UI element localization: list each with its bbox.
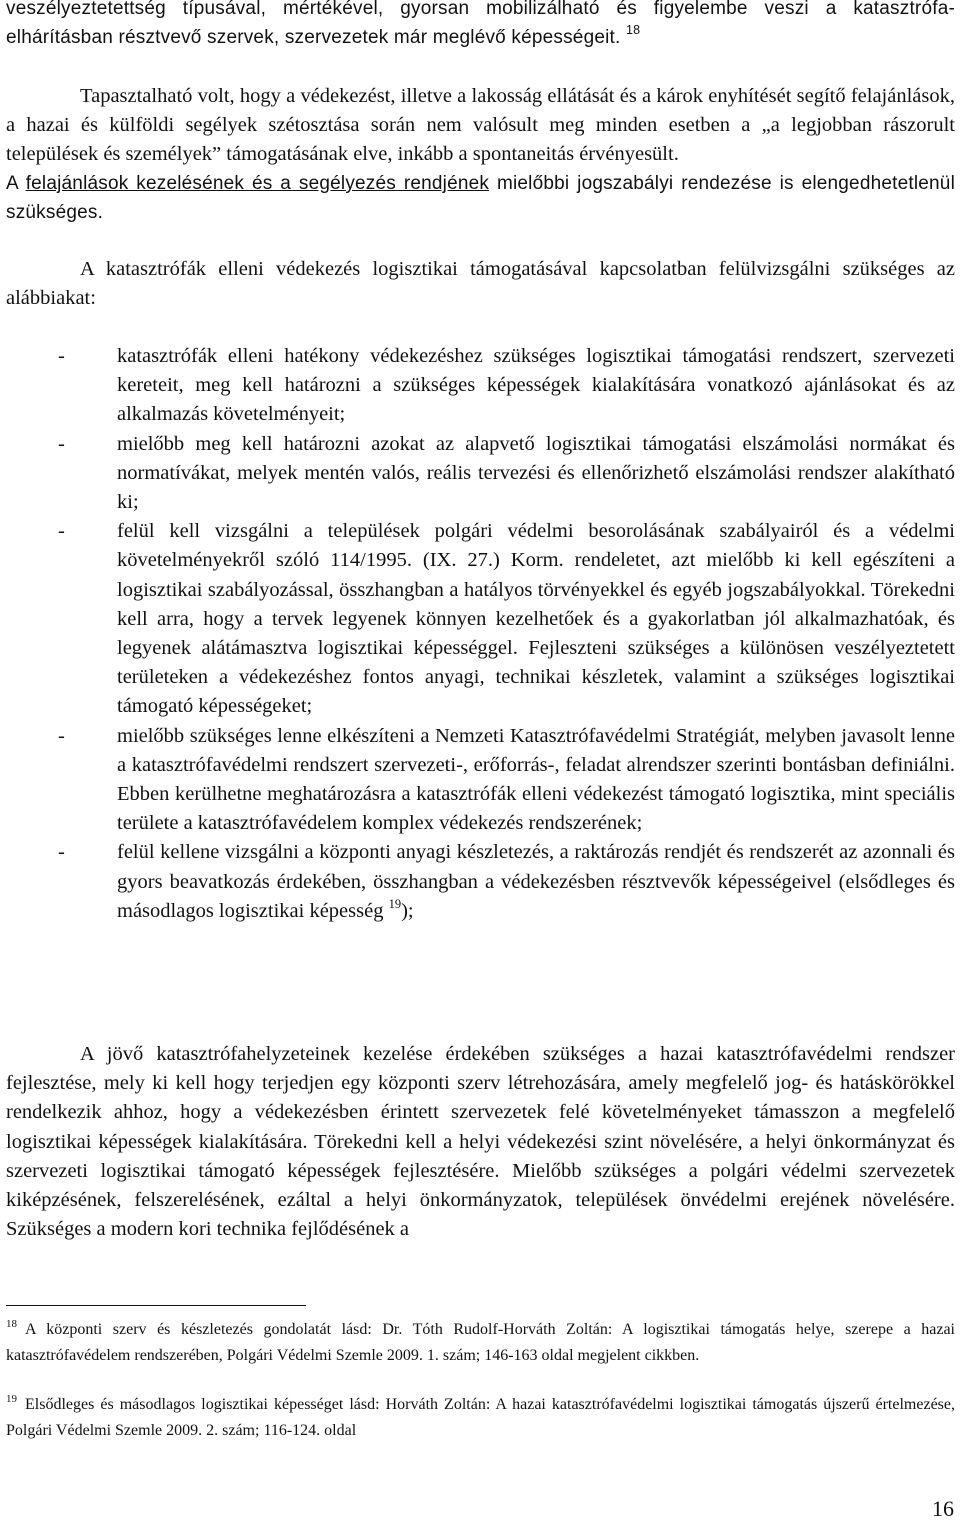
footnote-ref-18: 18	[625, 23, 641, 38]
underlined-phrase: felajánlások kezelésének és a segélyezés rendjének	[25, 173, 490, 194]
footnote-ref-19: 19	[388, 896, 402, 911]
footnote-19: $^{19}$ Elsődleges és másodlagos logisztikai képességet lásd: Horváth Zoltán: A hazai katasztrófavédelmi logisztikai támogatás újszerű értelmezése, Polgári Védelmi Szemle 2009. 2. szám; 116-124. oldal	[6, 1393, 955, 1439]
footnote-number: 19	[6, 1393, 17, 1405]
list-item: - mielőbb szükséges lenne elkészíteni a Nemzeti Katasztrófavédelmi Stratégiát, melyben javasolt lenne a katasztrófavédelmi rendszert szervezeti-, erőforrás-, feladat alrendszer szerinti bontásban definiálni. Ebben kerülhetne meghatározásra a katasztrófák elleni védekezést támogató logisztika, mint speciális területe a katasztrófavédelem komplex védekezés rendszerének;	[58, 724, 955, 835]
page-number: 16	[932, 1496, 954, 1521]
footnote-number: 18	[6, 1318, 17, 1330]
list-item: - felül kell vizsgálni a települések polgári védelmi besorolásának szabályairól és a védelmi követelményekről szóló 114/1995. (IX. 27.) Korm. rendeletet, azt mielőbb ki kell egészíteni a logisztikai szabályozással, összhangban a hatályos törvényekkel és egyéb jogszabályokkal. Törekedni kell arra, hogy a tervek legyenek könnyen kezelhetőek és a gyakorlatban jól alkalmazhatóak, és legyenek alátámasztva logisztikai képességgel. Fejleszteni szükséges a különösen veszélyeztetett területeken a védekezéshez fontos anyagi, technikai készletek, valamint a szükséges logisztikai támogató képességeket;	[58, 520, 955, 718]
paragraph-future-disasters: A jövő katasztrófahelyzeteinek kezelése érdekében szükséges a hazai katasztrófavédelmi rendszer fejlesztése, mely ki kell hogy terjedjen egy központi szerv létrehozására, amely megfelelő jog- és hatáskörökkel rendelkezik ahhoz, hogy a védekezésben érintett szervezetek felé követelményeket támasszon a megfelelő logisztikai képességek kialakítására. Törekedni kell a helyi védekezési szint növelésére, a helyi önkormányzat és szervezeti logisztikai támogató képességek fejlesztésére. Mielőbb szükséges a polgári védelmi szervezetek kiképzésének, felszerelésének, ezáltal a helyi önkormányzatok, települések önvédelmi erejének növelésére. Szükséges a modern kori technika fejlődésének a	[6, 1043, 955, 1241]
footnote-separator	[6, 1305, 306, 1306]
list-item: - katasztrófák elleni hatékony védekezéshez szükséges logisztikai támogatási rendszert, szervezeti kereteit, meg kell határozni a szükséges képességek kialakítására vonatkozó ajánlásokat és az alkalmazás követelményeit;	[58, 345, 955, 426]
list-item: - felül kellene vizsgálni a központi anyagi készletezés, a raktározás rendjét és rendszerét az azonnali és gyors beavatkozás érdekében, összhangban a védekezésben résztvevők képességeivel (elsődleges és másodlagos logisztikai képesség $^{19}$);	[58, 841, 955, 922]
list-item: - mielőbb meg kell határozni azokat az alapvető logisztikai támogatási elszámolási normákat és normatívákat, melyek mentén valós, reális tervezési és ellenőrizhető elszámolási rendszer alakítható ki;	[58, 432, 955, 514]
paragraph-donations: Tapasztalható volt, hogy a védekezést, illetve a lakosság ellátását és a károk enyhítését segítő felajánlások, a hazai és külföldi segélyek szétosztása során nem valósult meg minden esetben a „a legjobban rászorult települések és személyek” támogatásának elve, inkább a spontaneitás érvényesült.	[6, 85, 955, 166]
review-list	[6, 342, 955, 926]
footnote-18: $^{18}$ A központi szerv és készletezés gondolatát lásd: Dr. Tóth Rudolf-Horváth Zoltán: A logisztikai támogatás helye, szerepe a hazai katasztrófavédelem rendszerében, Polgári Védelmi Szemle 2009. 1. szám; 146-163 oldal megjelent cikkben.	[6, 1318, 955, 1364]
paragraph-donations-regulation: A felajánlások kezelésének és a segélyezés rendjének mielőbbi jogszabályi rendezése is elengedhetetlenül szükséges.	[6, 173, 955, 224]
paragraph-continuation: veszélyeztetettség típusával, mértékével, gyorsan mobilizálható és figyelembe veszi a katasztrófa-elhárításban résztvevő szervek, szervezetek már meglévő képességeit. $^{18}$	[6, 0, 955, 49]
paragraph-logistics-review: A katasztrófák elleni védekezés logisztikai támogatásával kapcsolatban felülvizsgálni szükséges az alábbiakat:	[6, 258, 955, 310]
